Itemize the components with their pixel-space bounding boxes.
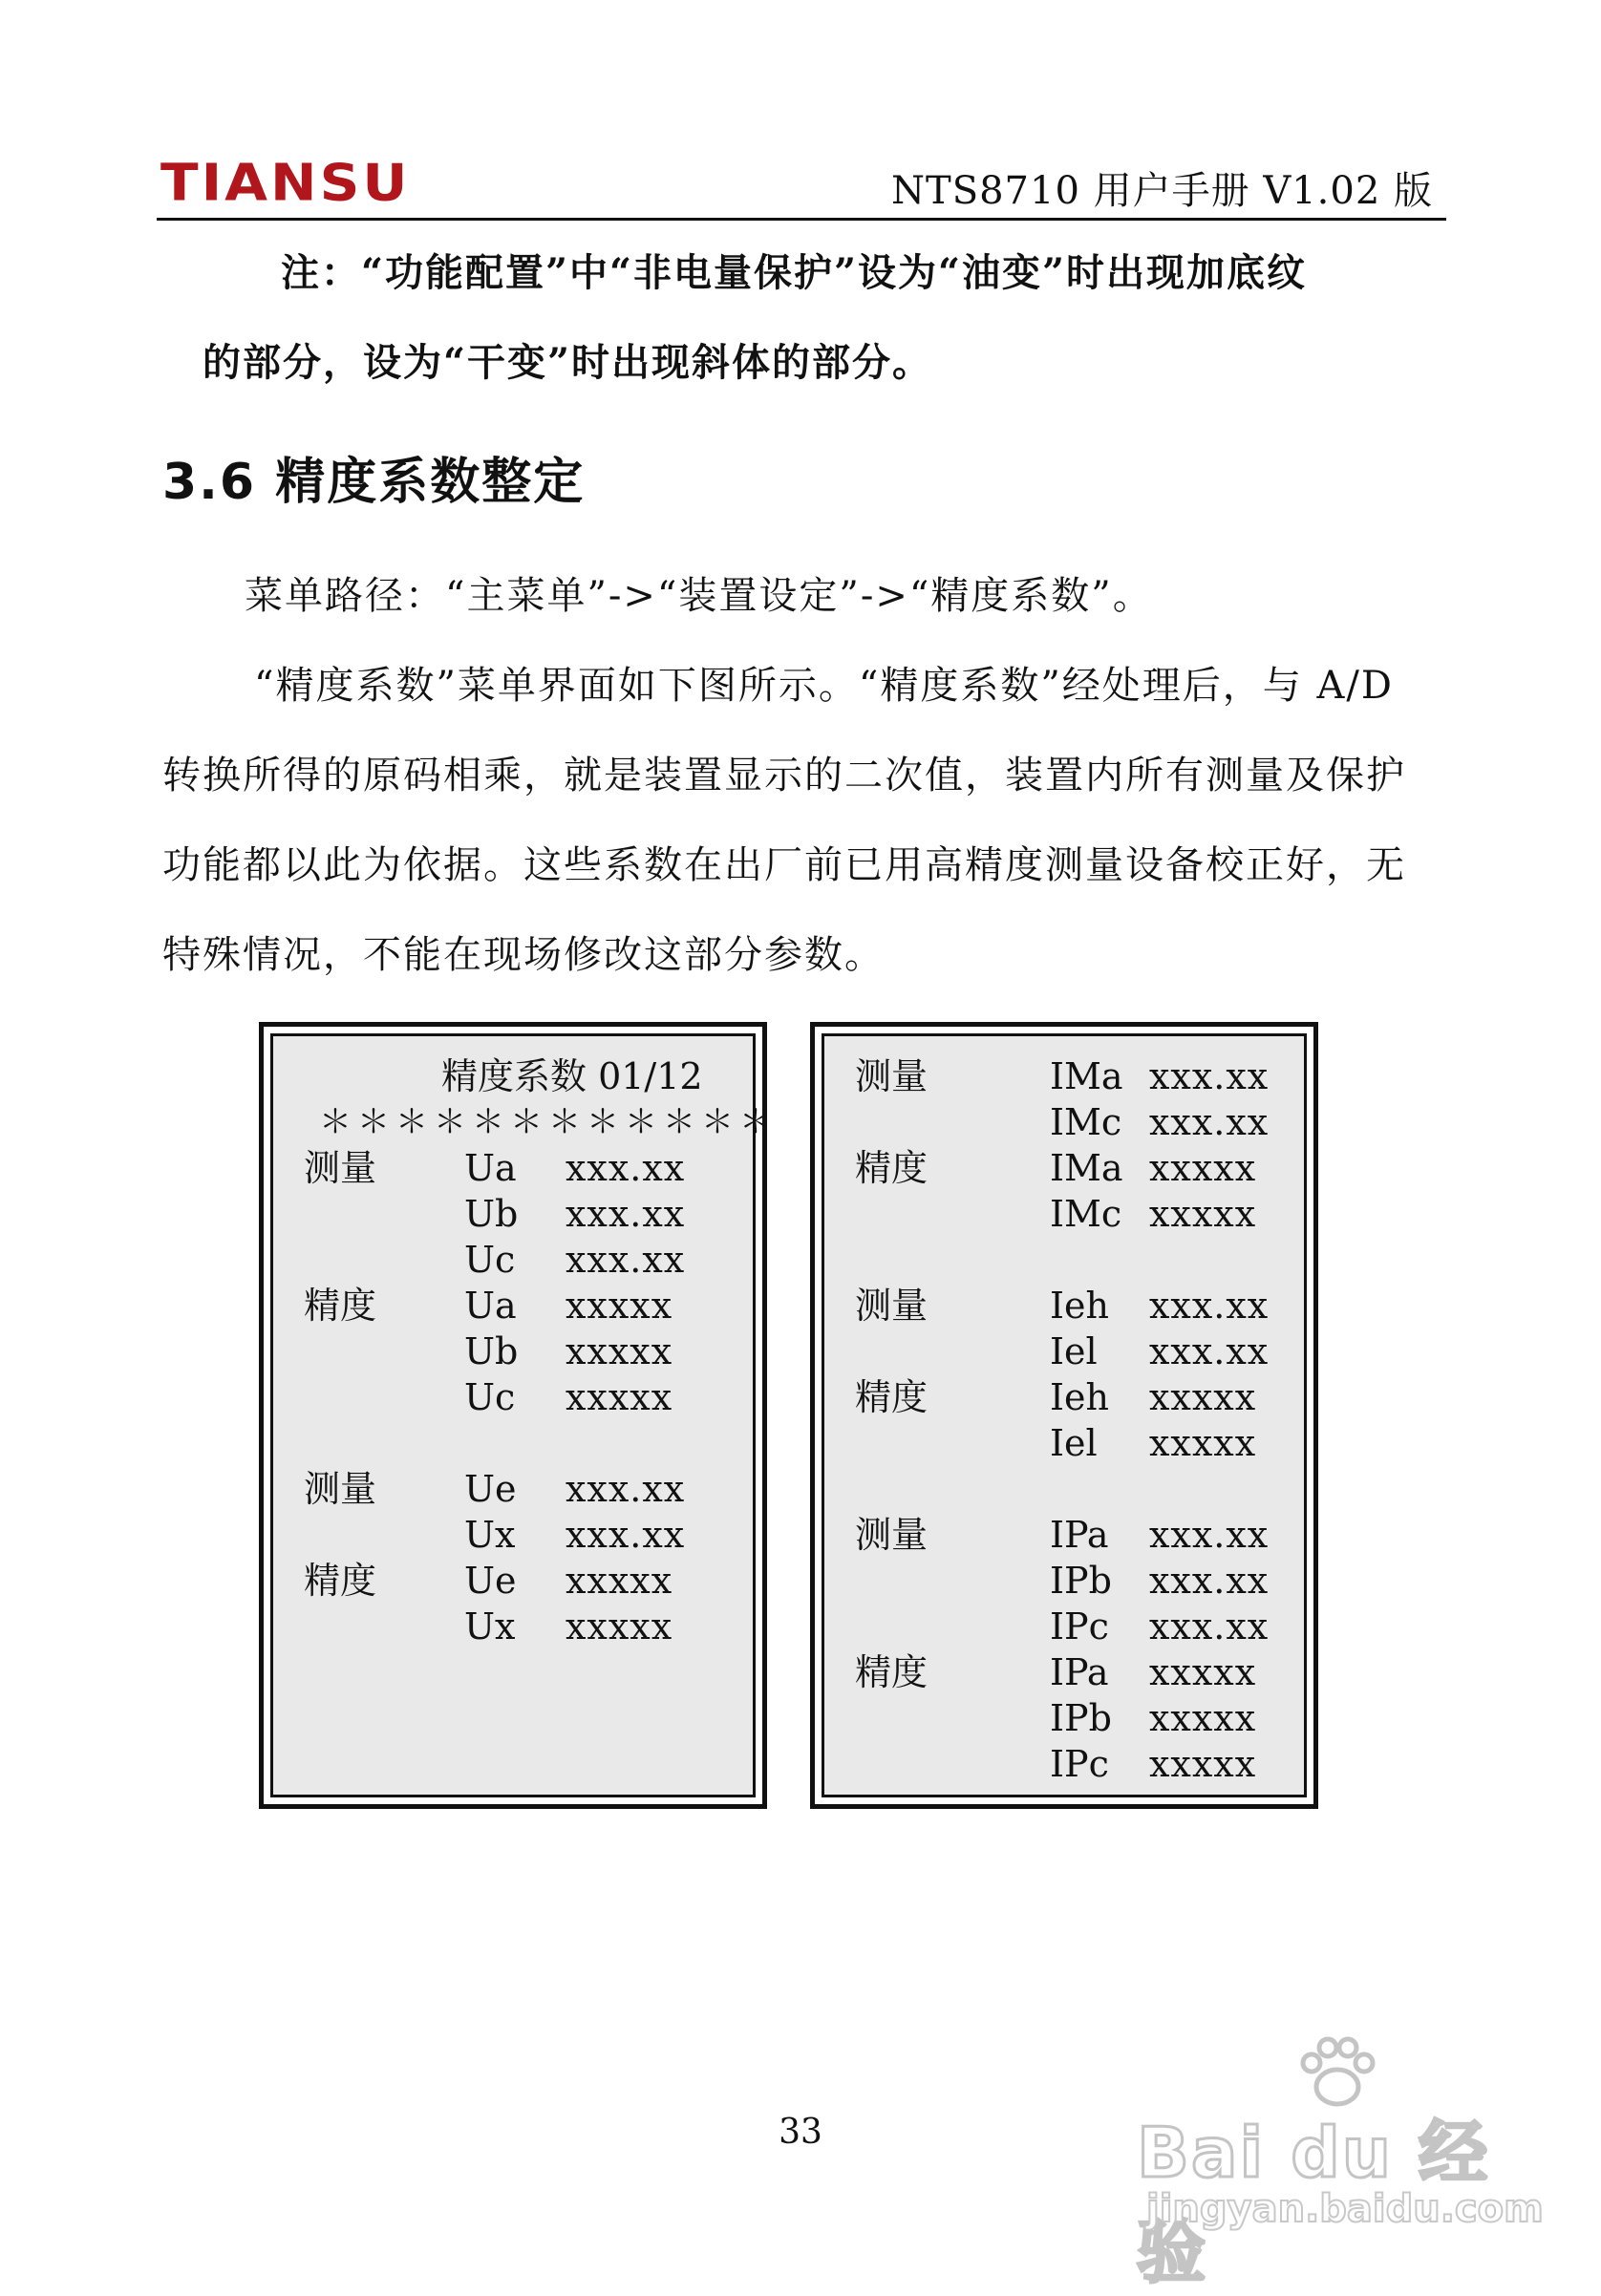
- lcd-signal-name: IMc: [1050, 1101, 1122, 1143]
- lcd-signal-value: xxxxx: [1149, 1193, 1257, 1235]
- lcd-group-label: 精度: [855, 1147, 929, 1189]
- description-line-1: “精度系数”菜单界面如下图所示。“精度系数”经处理后，与 A/D: [254, 664, 1394, 708]
- page-number: 33: [779, 2113, 822, 2152]
- lcd-signal-value: xxx.xx: [1149, 1330, 1270, 1372]
- lcd-group-label: 精度: [855, 1376, 929, 1418]
- lcd-screen-left: [270, 1033, 778, 1797]
- lcd-signal-name: IMa: [1050, 1055, 1123, 1097]
- lcd-signal-name: IPc: [1050, 1743, 1109, 1785]
- lcd-row: [855, 1604, 1313, 1649]
- lcd-signal-name: IPb: [1050, 1697, 1112, 1739]
- lcd-group-label: 测量: [855, 1285, 929, 1327]
- lcd-signal-value: xxx.xx: [566, 1147, 686, 1189]
- description-line-3: 功能都以此为依据。这些系数在出厂前已用高精度测量设备校正好，无: [162, 843, 1406, 887]
- lcd-signal-name: Ue: [464, 1468, 517, 1510]
- lcd-row: [304, 1145, 762, 1191]
- lcd-signal-name: Ub: [464, 1330, 519, 1372]
- lcd-signal-name: IMa: [1050, 1147, 1123, 1189]
- lcd-row: [855, 1649, 1313, 1695]
- lcd-signal-value: xxx.xx: [566, 1239, 686, 1281]
- lcd-signal-name: IPa: [1050, 1514, 1109, 1556]
- watermark-url: jingyan.baidu.com: [1146, 2187, 1544, 2231]
- lcd-signal-value: xxxxx: [1149, 1422, 1257, 1464]
- lcd-row: [855, 1329, 1313, 1374]
- lcd-signal-value: xxx.xx: [1149, 1560, 1270, 1602]
- lcd-group-label: 精度: [304, 1285, 377, 1327]
- lcd-row: [855, 1191, 1313, 1237]
- lcd-row: [855, 1741, 1313, 1787]
- lcd-signal-name: Iel: [1050, 1330, 1098, 1372]
- lcd-row: [855, 1053, 1313, 1099]
- lcd-group-label: 精度: [304, 1560, 377, 1602]
- lcd-signal-value: xxxxx: [1149, 1697, 1257, 1739]
- lcd-group-label: 测量: [304, 1468, 377, 1510]
- lcd-signal-value: xxxxx: [1149, 1743, 1257, 1785]
- lcd-row: [855, 1283, 1313, 1329]
- lcd-signal-name: IMc: [1050, 1193, 1122, 1235]
- lcd-signal-value: xxxxx: [1149, 1147, 1257, 1189]
- lcd-signal-name: Uc: [464, 1239, 516, 1281]
- lcd-signal-value: xxx.xx: [566, 1193, 686, 1235]
- section-heading: 3.6 精度系数整定: [162, 454, 586, 511]
- lcd-signal-name: IPb: [1050, 1560, 1112, 1602]
- tiansu-logo: TIANSU: [160, 153, 411, 213]
- lcd-signal-name: Ieh: [1050, 1285, 1109, 1327]
- lcd-row: [304, 1283, 762, 1329]
- lcd-row: [855, 1695, 1313, 1741]
- lcd-row: [304, 1558, 762, 1604]
- lcd-row: [304, 1374, 762, 1420]
- menu-path-text: 菜单路径：“主菜单”->“装置设定”->“精度系数”。: [245, 574, 1153, 618]
- lcd-signal-name: Iel: [1050, 1422, 1098, 1464]
- lcd-signal-name: Ue: [464, 1560, 517, 1602]
- lcd-signal-value: xxxxx: [566, 1560, 673, 1602]
- lcd-signal-name: IPa: [1050, 1651, 1109, 1693]
- lcd-row: [304, 1329, 762, 1374]
- lcd-row: [304, 1512, 762, 1558]
- lcd-signal-value: xxx.xx: [1149, 1605, 1270, 1648]
- lcd-panel-right: [810, 1022, 1318, 1809]
- lcd-row: [855, 1558, 1313, 1604]
- lcd-signal-value: xxx.xx: [566, 1468, 686, 1510]
- lcd-row: [304, 1604, 762, 1649]
- lcd-signal-name: Ux: [464, 1605, 516, 1648]
- lcd-signal-value: xxxxx: [566, 1330, 673, 1372]
- lcd-signal-name: Uc: [464, 1376, 516, 1418]
- description-line-2: 转换所得的原码相乘，就是装置显示的二次值，装置内所有测量及保护: [162, 754, 1406, 797]
- lcd-group-label: 测量: [304, 1147, 377, 1189]
- lcd-signal-value: xxxxx: [566, 1285, 673, 1327]
- lcd-row: [855, 1420, 1313, 1466]
- lcd-panel-left: [259, 1022, 778, 1809]
- baidu-jingyan-watermark: [1137, 2034, 1544, 2292]
- lcd-signal-name: Ua: [464, 1147, 517, 1189]
- document-title: NTS8710 用户手册 V1.02 版: [891, 169, 1433, 213]
- lcd-signal-value: xxx.xx: [1149, 1514, 1270, 1556]
- lcd-signal-name: Ua: [464, 1285, 517, 1327]
- lcd-signal-name: Ux: [464, 1514, 516, 1556]
- lcd-signal-name: Ub: [464, 1193, 519, 1235]
- lcd-row: [855, 1512, 1313, 1558]
- lcd-signal-value: xxxxx: [1149, 1651, 1257, 1693]
- lcd-group-label: 测量: [855, 1514, 929, 1556]
- lcd-row: [855, 1099, 1313, 1145]
- lcd-signal-value: xxx.xx: [566, 1514, 686, 1556]
- lcd-signal-value: xxxxx: [566, 1605, 673, 1648]
- lcd-group-label: 测量: [855, 1055, 929, 1097]
- lcd-row: [855, 1145, 1313, 1191]
- note-line-2: 的部分，设为“干变”时出现斜体的部分。: [203, 340, 933, 385]
- lcd-title: 精度系数 01/12: [441, 1055, 703, 1097]
- lcd-row: [855, 1374, 1313, 1420]
- lcd-row: [304, 1191, 762, 1237]
- lcd-row: [304, 1237, 762, 1283]
- lcd-screen-right: [822, 1033, 1307, 1797]
- watermark-brand: Bai du 经验: [1137, 2113, 1490, 2292]
- note-line-1: 注：“功能配置”中“非电量保护”设为“油变”时出现加底纹: [281, 250, 1308, 295]
- lcd-star-separator: ＊＊＊＊＊＊＊＊＊＊＊＊: [319, 1103, 778, 1141]
- lcd-signal-value: xxxxx: [566, 1376, 673, 1418]
- lcd-signal-value: xxx.xx: [1149, 1285, 1270, 1327]
- lcd-signal-name: Ieh: [1050, 1376, 1109, 1418]
- lcd-row: [304, 1466, 762, 1512]
- lcd-signal-name: IPc: [1050, 1605, 1109, 1648]
- lcd-group-label: 精度: [855, 1651, 929, 1693]
- description-line-4: 特殊情况，不能在现场修改这部分参数。: [162, 933, 885, 977]
- lcd-signal-value: xxx.xx: [1149, 1055, 1270, 1097]
- header-divider: [157, 218, 1446, 221]
- lcd-signal-value: xxx.xx: [1149, 1101, 1270, 1143]
- lcd-signal-value: xxxxx: [1149, 1376, 1257, 1418]
